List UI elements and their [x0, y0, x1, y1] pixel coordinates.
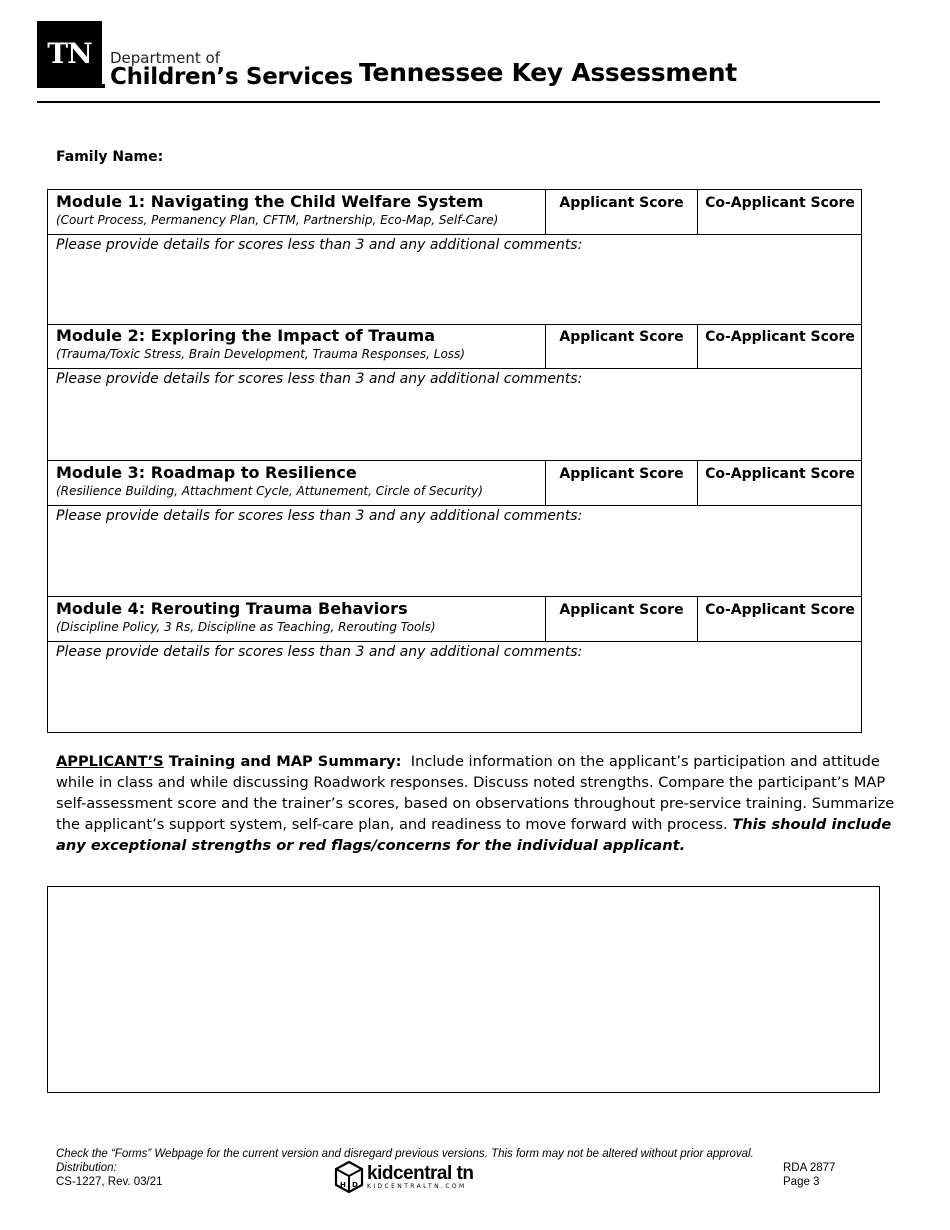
module-3-subtitle: (Resilience Building, Attachment Cycle, Attunement, Circle of Security) — [56, 484, 483, 498]
module-2-title-cell — [48, 324, 546, 368]
svg-text:H: H — [340, 1181, 346, 1189]
module-3-header — [48, 461, 861, 506]
module-3-comment-prompt[interactable]: Please provide details for scores less than 3 and any additional comments: — [56, 508, 583, 524]
kidcentral-logo-text: kidcentral tn — [367, 1163, 474, 1184]
logo-underline — [37, 84, 105, 88]
svg-text:D: D — [352, 1181, 358, 1189]
summary-instructions — [56, 751, 896, 856]
module-1-title: Module 1: Navigating the Child Welfare System — [56, 192, 484, 211]
module-3-title: Module 3: Roadmap to Resilience — [56, 463, 357, 482]
module-4-comment-prompt[interactable]: Please provide details for scores less than 3 and any additional comments: — [56, 644, 583, 660]
summary-lead — [56, 753, 402, 770]
tn-logo-text: TN — [47, 36, 92, 70]
module-2-header — [48, 324, 861, 369]
module-2-applicant-score[interactable]: Applicant Score — [546, 324, 698, 368]
summary-text-box[interactable] — [47, 886, 880, 1093]
module-1-title-cell — [48, 190, 546, 234]
module-4-header — [48, 597, 861, 642]
summary-body: Include information on the applicant’s participation and attitude while in class and while discussing Roadwork responses. Discuss noted strengths. Compare the participant’s MAP self-assessment score and the trainer’s scores, based on observations throughout pre-service training. Summarize the applicant’s support system, self-care plan, and readiness to move forward with process. — [56, 753, 895, 833]
department-line: Department of — [110, 49, 220, 67]
module-1-subtitle: (Court Process, Permanency Plan, CFTM, Partnership, Eco-Map, Self-Care) — [56, 213, 499, 227]
family-name-label: Family Name: — [56, 149, 164, 165]
module-2-subtitle: (Trauma/Toxic Stress, Brain Development, Trauma Responses, Loss) — [56, 347, 465, 361]
module-2-co-applicant-score[interactable]: Co-Applicant Score — [705, 329, 855, 345]
department-name: Children’s Services — [110, 64, 353, 90]
module-1-applicant-score[interactable]: Applicant Score — [546, 190, 698, 234]
page-title: Tennessee Key Assessment — [359, 58, 737, 87]
kidcentral-logo-url: KIDCENTRALTN.COM — [367, 1183, 467, 1190]
footer-form-number: CS-1227, Rev. 03/21 — [56, 1176, 163, 1188]
module-1-co-applicant-score[interactable]: Co-Applicant Score — [705, 195, 855, 211]
module-1-section — [47, 189, 862, 325]
header-divider — [37, 101, 880, 103]
summary-lead-underlined: APPLICANT’S — [56, 753, 164, 770]
module-4-subtitle: (Discipline Policy, 3 Rs, Discipline as Teaching, Rerouting Tools) — [56, 620, 436, 634]
module-4-title-cell — [48, 597, 546, 641]
summary-emphasis: This should include any exceptional strengths or red flags/concerns for the individual applicant. — [56, 816, 892, 854]
footer-note: Check the “Forms” Webpage for the current version and disregard previous versions. This form may not be altered without prior approval. — [56, 1148, 754, 1160]
footer-rda: RDA 2877 — [783, 1162, 836, 1174]
module-1-header — [48, 190, 861, 235]
module-2-title: Module 2: Exploring the Impact of Trauma — [56, 326, 435, 345]
footer-page-number: Page 3 — [783, 1176, 820, 1188]
tn-logo — [37, 21, 102, 85]
module-4-co-applicant-score[interactable]: Co-Applicant Score — [705, 602, 855, 618]
module-4-title: Module 4: Rerouting Trauma Behaviors — [56, 599, 408, 618]
module-2-comment-prompt[interactable]: Please provide details for scores less than 3 and any additional comments: — [56, 371, 583, 387]
module-3-co-applicant-score[interactable]: Co-Applicant Score — [705, 466, 855, 482]
module-3-applicant-score[interactable]: Applicant Score — [546, 461, 698, 505]
kidcentral-logo — [334, 1160, 473, 1194]
summary-lead-rest: Training and MAP Summary: — [163, 753, 402, 770]
module-1-comment-prompt[interactable]: Please provide details for scores less than 3 and any additional comments: — [56, 237, 583, 253]
module-3-section — [47, 460, 862, 597]
module-4-section — [47, 596, 862, 733]
footer-distribution: Distribution: — [56, 1162, 117, 1174]
module-3-title-cell — [48, 461, 546, 505]
module-4-applicant-score[interactable]: Applicant Score — [546, 597, 698, 641]
kidcentral-cube-icon — [334, 1160, 364, 1194]
module-2-section — [47, 324, 862, 461]
